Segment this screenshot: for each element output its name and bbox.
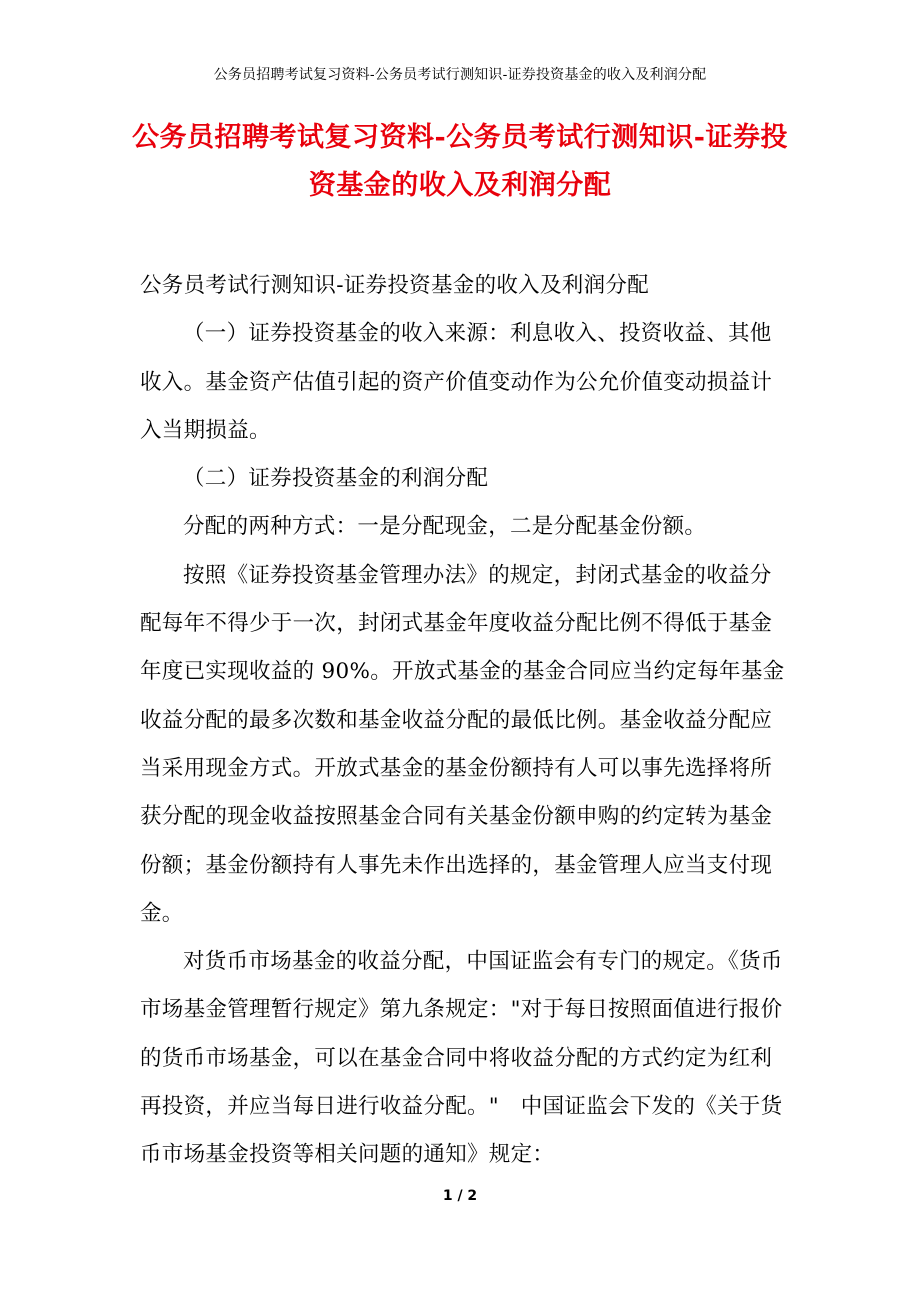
paragraph-fund-regulations: 按照《证券投资基金管理办法》的规定，封闭式基金的收益分配每年不得少于一次，封闭式基金年度收益分配比例不得低于基金年度已实现收益的 90%。开放式基金的基金合同应当约定每年基金收益分配的最多次数和基金收益分配的最低比例。基金收益分配应当采用现金方式。开放式基金的基金份额持有人可以事先选择将所获分配的现金收益按照基金合同有关基金份额申购的约定转为基金份额；基金份额持有人事先未作出选择的，基金管理人应当支付现金。 xyxy=(140,562,785,926)
paragraph-profit-heading: （二）证券投资基金的利润分配 xyxy=(183,466,489,492)
running-header: 公务员招聘考试复习资料-公务员考试行测知识-证券投资基金的收入及利润分配 xyxy=(213,67,707,83)
page-number: 1 / 2 xyxy=(442,1188,478,1204)
document-body xyxy=(140,262,786,1180)
paragraph-distribution-methods: 分配的两种方式：一是分配现金，二是分配基金份额。 xyxy=(183,514,707,540)
document-title: 公务员招聘考试复习资料-公务员考试行测知识-证券投资基金的收入及利润分配 xyxy=(132,122,788,201)
paragraph-income-sources: （一）证券投资基金的收入来源：利息收入、投资收益、其他收入。基金资产估值引起的资产价值变动作为公允价值变动损益计入当期损益。 xyxy=(140,321,773,443)
paragraph-subtitle: 公务员考试行测知识-证券投资基金的收入及利润分配 xyxy=(140,273,649,298)
paragraph-money-market: 对货币市场基金的收益分配，中国证监会有专门的规定。《货币市场基金管理暂行规定》第九条规定："对于每日按照面值进行报价的货币市场基金，可以在基金合同中将收益分配的方式约定为红利再投资，并应当每日进行收益分配。" 中国证监会下发的《关于货币市场基金投资等相关问题的通知》规定： xyxy=(140,949,783,1168)
